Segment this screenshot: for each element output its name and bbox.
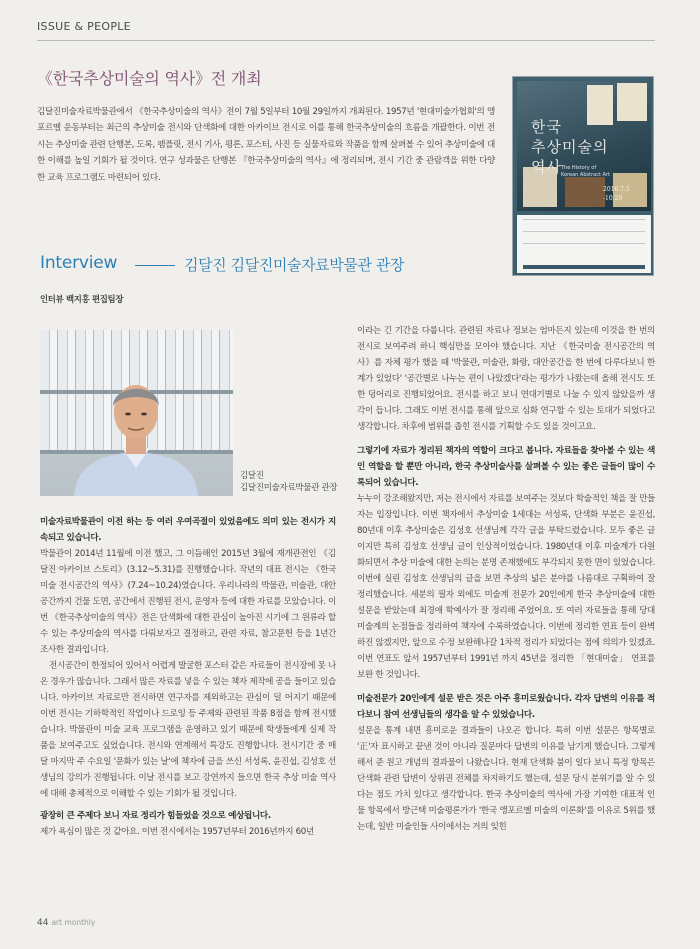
answer-2-start: 제가 욕심이 많은 것 같아요. 이번 전시에서는 1957년부터 2016년까지 60년 xyxy=(40,827,314,837)
person-figure xyxy=(66,370,206,496)
answer-1-paragraph-1: 박물관이 2014년 11월에 이전 했고, 그 이듬해인 2015년 3월에 재개관전인 《김달진 아카이브 스토리》(3.12~5.31)를 진행했습니다. 작년의 대표 전시는 《한국 미술 전시공간의 역사》(7.24~10.24)였습니다. 우리나라의 박물관, 미술관, 대안공간까지 건물 도면, 공간에서 진행된 전시, 운영자 등에 대한 자료를 모았습니다. 이번 《한국추상미술의 역사》전은 단색화에 대한 관심이 높아진 시기에 그 원류라 할 수 있는 추상미술의 역사를 다뤄보자고 결정하고, 관련 자료, 참고문헌 등을 1년간 조사한 결과입니다. xyxy=(40,549,336,655)
answer-4: 설문을 통계 내면 흥미로운 결과들이 나오곤 합니다. 특히 이번 설문은 항목별로 '正'자 표시하고 끝낸 것이 아니라 질문마다 답변의 이유를 남기게 했습니다. 그렇게 해서 준 원고 개념의 결과물이 나왔습니다. 현재 단색화 붐이 일다 보니 특정 항목은 단색화 관련 답변이 상위권 전체를 차지하기도 했는데, 설문 당시 분위기를 알 수 있다는 점도 가치 있다고 생각합니다. 한국 추상미술의 역사에 가장 기여한 대표적 인물 항목에서 방근택 미술평론가가 '한국 앵포르멜 미술의 이론화'를 이유로 5위를 했는데, 일반 미술인들 사이에서는 거의 잊힌 xyxy=(357,726,655,832)
page-number: 44 xyxy=(37,918,49,928)
event-title: 《한국추상미술의 역사》전 개최 xyxy=(37,69,262,88)
section-label: ISSUE & PEOPLE xyxy=(37,20,131,33)
interviewee-photo xyxy=(40,330,233,496)
page-folio xyxy=(37,918,95,928)
interview-dash xyxy=(135,265,175,266)
answer-1-paragraph-2: 전시공간이 한정되어 있어서 어렵게 발굴한 포스터 같은 자료들이 전시장에 못 나온 경우가 많습니다. 그래서 많은 자료를 넣을 수 있는 책자 제작에 공을 들이고 있습니다. 아카이브 자료로만 전시하면 연구자를 제외하고는 관심이 덜 어지기 때문에 이번 전시는 기하학적인 작업이나 드로잉 등 주제와 관련된 작품 8점을 함께 전시했습니다. 박물관이 미술 교육 프로그램을 운영하고 있기 때문에 학생들에게 실제 작품을 보여주고도 싶었습니다. 전시와 연계해서 특강도 진행합니다. 전시기간 중 매달 마지막 주 수요일 '문화가 있는 날'에 책자에 글을 쓰신 서성록, 윤진섭, 김성호 선생님의 강의가 진행됩니다. 이날 전시를 보고 강연까지 들으면 한국 추상 미술 역사에 대해 총체적으로 이해할 수 있는 기회가 될 것입니다. xyxy=(40,661,336,799)
question-4: 미술전문가 20인에게 설문 받은 것은 아주 흥미로웠습니다. 각자 답변의 이유를 적다보니 참여 선생님들의 생각을 알 수 있었습니다. xyxy=(357,694,655,720)
poster-info-panel xyxy=(517,215,651,273)
header-divider xyxy=(37,40,655,41)
poster-subtitle: The History of Korean Abstract Art xyxy=(561,165,610,178)
event-body: 김달진미술자료박물관에서 《한국추상미술의 역사》전이 7월 5일부터 10월 29일까지 개최된다. 1957년 '현대미술가협회'의 앵포르멜 운동부터는 최근의 추상미술 전시와 단색화에 대한 아카이브 전시로 이를 통해 한국추상미술의 흐름을 개괄한다. 이번 전시는 추상미술 관련 단행본, 도록, 팸플릿, 전시 기사, 평론, 포스터, 사진 등 실물자료와 작품을 함께 살펴볼 수 있어 추상미술에 대한 이해를 높일 기회가 될 것이다. 연구 성과물은 단행본 『한국추상미술의 역사』에 정리되며, 전시 기간 중 관람객을 위한 다양한 교육 프로그램도 마련되어 있다. xyxy=(37,107,495,183)
magazine-name: art monthly xyxy=(51,918,96,927)
interview-label: Interview xyxy=(40,253,118,273)
interview-byline: 인터뷰 백지홍 편집팀장 xyxy=(40,294,124,304)
poster-title: 한국 추상미술의 역사 xyxy=(531,118,609,176)
interview-title: 김달진 김달진미술자료박물관 관장 xyxy=(184,256,405,274)
right-column xyxy=(357,323,655,835)
poster-collage xyxy=(517,81,651,211)
question-2: 광장히 큰 주제다 보니 자료 정리가 힘들었을 것으로 예상됩니다. xyxy=(40,811,271,821)
answer-2-continued: 이라는 긴 기간을 다룹니다. 관련된 자료나 정보는 엄마든지 있는데 이것을 한 번의 전시로 보여주려 하니 핵심만을 모아야 했습니다. 지난 《한국미술 전시공간의 역사》를 자체 평가 했을 때 '박물관, 미술관, 화랑, 대안공간을 한 번에 다루다보니 한계가 있었다' '공간별로 나누는 편이 나았겠다'라는 평가가 나왔는데 올해 전시도 또 한 덩어리로 진행되었어요. 전시를 하고 보니 연대기별로 나눌 수 있지 않았을까 생각이 듭니다. 그래도 이번 전시를 통해 앞으로 심화 연구할 수 있는 토대가 되었다고 생각합니다. 차후에 범위를 좁힌 전시를 기획할 수도 있을 것이고요. xyxy=(357,326,655,432)
left-column xyxy=(40,514,336,840)
poster-dates: 2016.7.5 -10.29 xyxy=(603,186,630,202)
photo-caption: 김달진 김달진미술자료박물관 관장 xyxy=(240,471,338,493)
answer-3: 누누이 강조해왔지만, 저는 전시에서 자료를 보여주는 것보다 학술적인 책을 잘 만들자는 입장입니다. 이번 책자에서 추상미술 1세대는 서성록, 단색화 부분은 윤진섭, 80년대 이후 추상미술은 김성호 선생님께 각각 글을 부탁드렸습니다. 모두 좋은 글이지만 특히 김성호 선생님 글이 인상적이었습니다. 1980년대 이후 미술계가 다원화되면서 추상 미술에 대한 논의는 분명 존재했에도 부각되지 못한 면이 있었습니다. 이번에 실린 김성호 선생님의 글을 보면 추상의 넓은 분야를 나름대로 구획하여 잘 정리했습니다. 세분의 필자 외에도 미술계 전문가 20인에게 한국 추상미술에 대한 설문을 받았는데 최경애 학예사가 잘 정리해 주었어요. 또 여러 자료들을 통해 당대 미술계의 논점들을 정리하여 책자에 수록하였습니다. 이번에 정리한 연표 등이 완벽하진 않겠지만, 앞으로 수정 보완해나갈 1차적 정리가 되었다는 점에 의의가 있겠죠. 이번 연표도 앞서 1957년부터 1991년 까지 45년을 정리한 「현대미술」 연표를 보완 한 것입니다. xyxy=(357,494,655,680)
question-3: 그렇기에 자료가 정리된 책자의 역할이 크다고 봅니다. 자료들을 찾아볼 수 있는 색인 역할을 할 뿐만 아니라, 한국 추상미술사를 살펴볼 수 있는 좋은 글들이 많이 수록되어 있습니다. xyxy=(357,446,655,488)
question-1: 미술자료박물관이 이전 하는 등 여러 우여곡절이 있었음에도 의미 있는 전시가 지속되고 있습니다. xyxy=(40,517,336,543)
exhibition-poster xyxy=(512,76,654,276)
